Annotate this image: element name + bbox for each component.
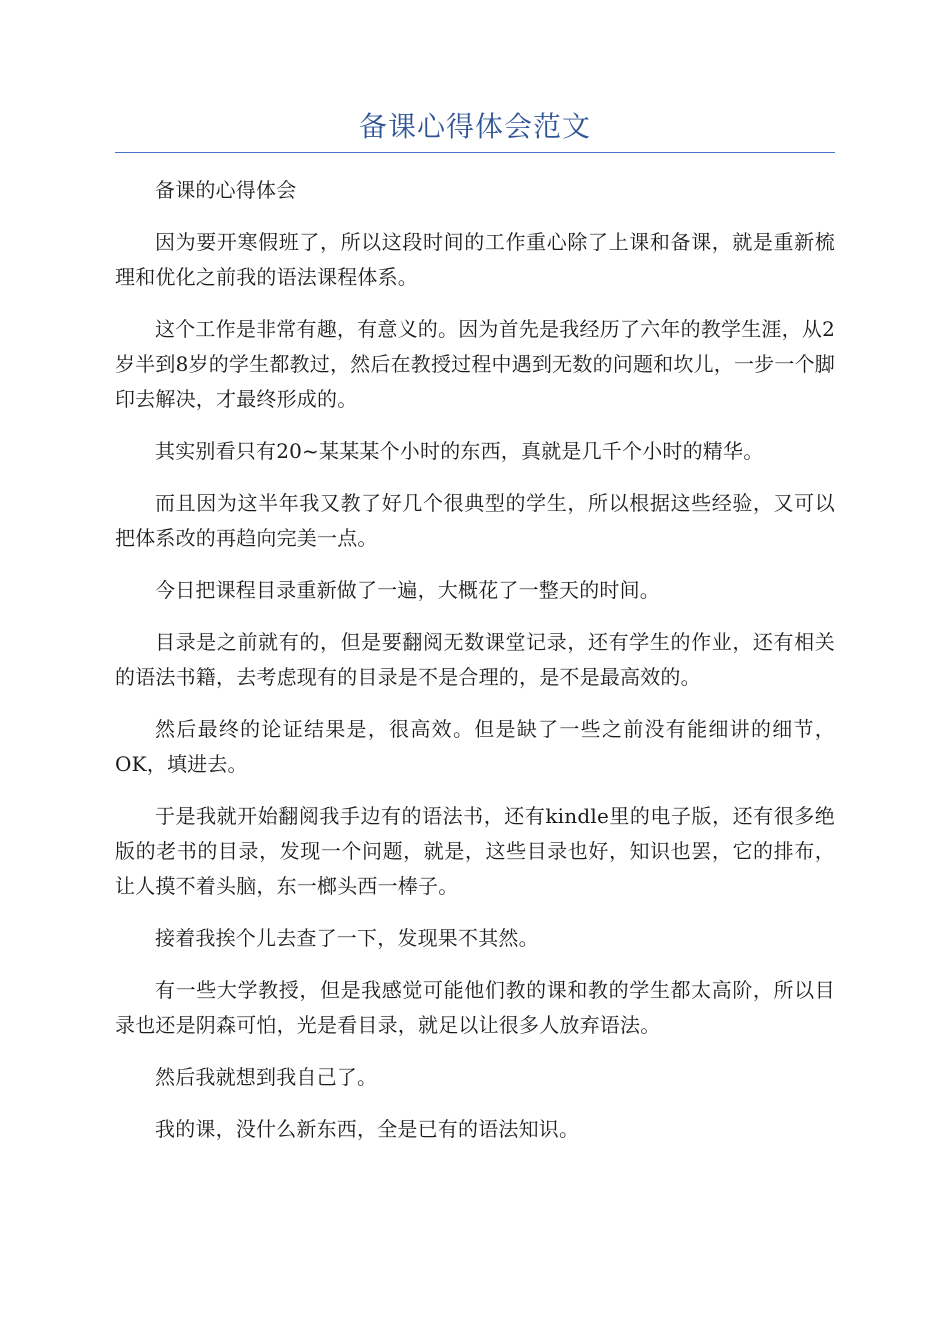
document-body	[115, 173, 835, 1147]
paragraph: 然后我就想到我自己了。	[155, 1065, 378, 1089]
paragraph: 而且因为这半年我又教了好几个很典型的学生，所以根据这些经验，又可以把体系改的再趋向完美一点。	[115, 491, 835, 550]
paragraph: 这个工作是非常有趣，有意义的。因为首先是我经历了六年的教学生涯，从2岁半到8岁的学生都教过，然后在教授过程中遇到无数的问题和坎儿，一步一个脚印去解决，才最终形成的。	[115, 317, 835, 411]
paragraph: 有一些大学教授，但是我感觉可能他们教的课和教的学生都太高阶，所以目录也还是阴森可怕，光是看目录，就足以让很多人放弃语法。	[115, 978, 835, 1037]
paragraph: 目录是之前就有的，但是要翻阅无数课堂记录，还有学生的作业，还有相关的语法书籍，去考虑现有的目录是不是合理的，是不是最高效的。	[115, 630, 835, 689]
paragraph: 我的课，没什么新东西，全是已有的语法知识。	[155, 1117, 580, 1141]
document-page	[115, 108, 835, 1164]
paragraph: 接着我挨个儿去查了一下，发现果不其然。	[155, 926, 539, 950]
paragraph: 其实别看只有20~某某某个小时的东西，真就是几千个小时的精华。	[155, 439, 764, 463]
paragraph: 因为要开寒假班了，所以这段时间的工作重心除了上课和备课，就是重新梳理和优化之前我的语法课程体系。	[115, 230, 835, 289]
document-title: 备课心得体会范文	[115, 108, 835, 153]
paragraph: 然后最终的论证结果是，很高效。但是缺了一些之前没有能细讲的细节，OK，填进去。	[115, 717, 835, 776]
paragraph: 备课的心得体会	[155, 178, 297, 202]
paragraph: 于是我就开始翻阅我手边有的语法书，还有kindle里的电子版，还有很多绝版的老书的目录，发现一个问题，就是，这些目录也好，知识也罢，它的排布，让人摸不着头脑，东一榔头西一棒子。	[115, 804, 835, 898]
paragraph: 今日把课程目录重新做了一遍，大概花了一整天的时间。	[155, 578, 660, 602]
